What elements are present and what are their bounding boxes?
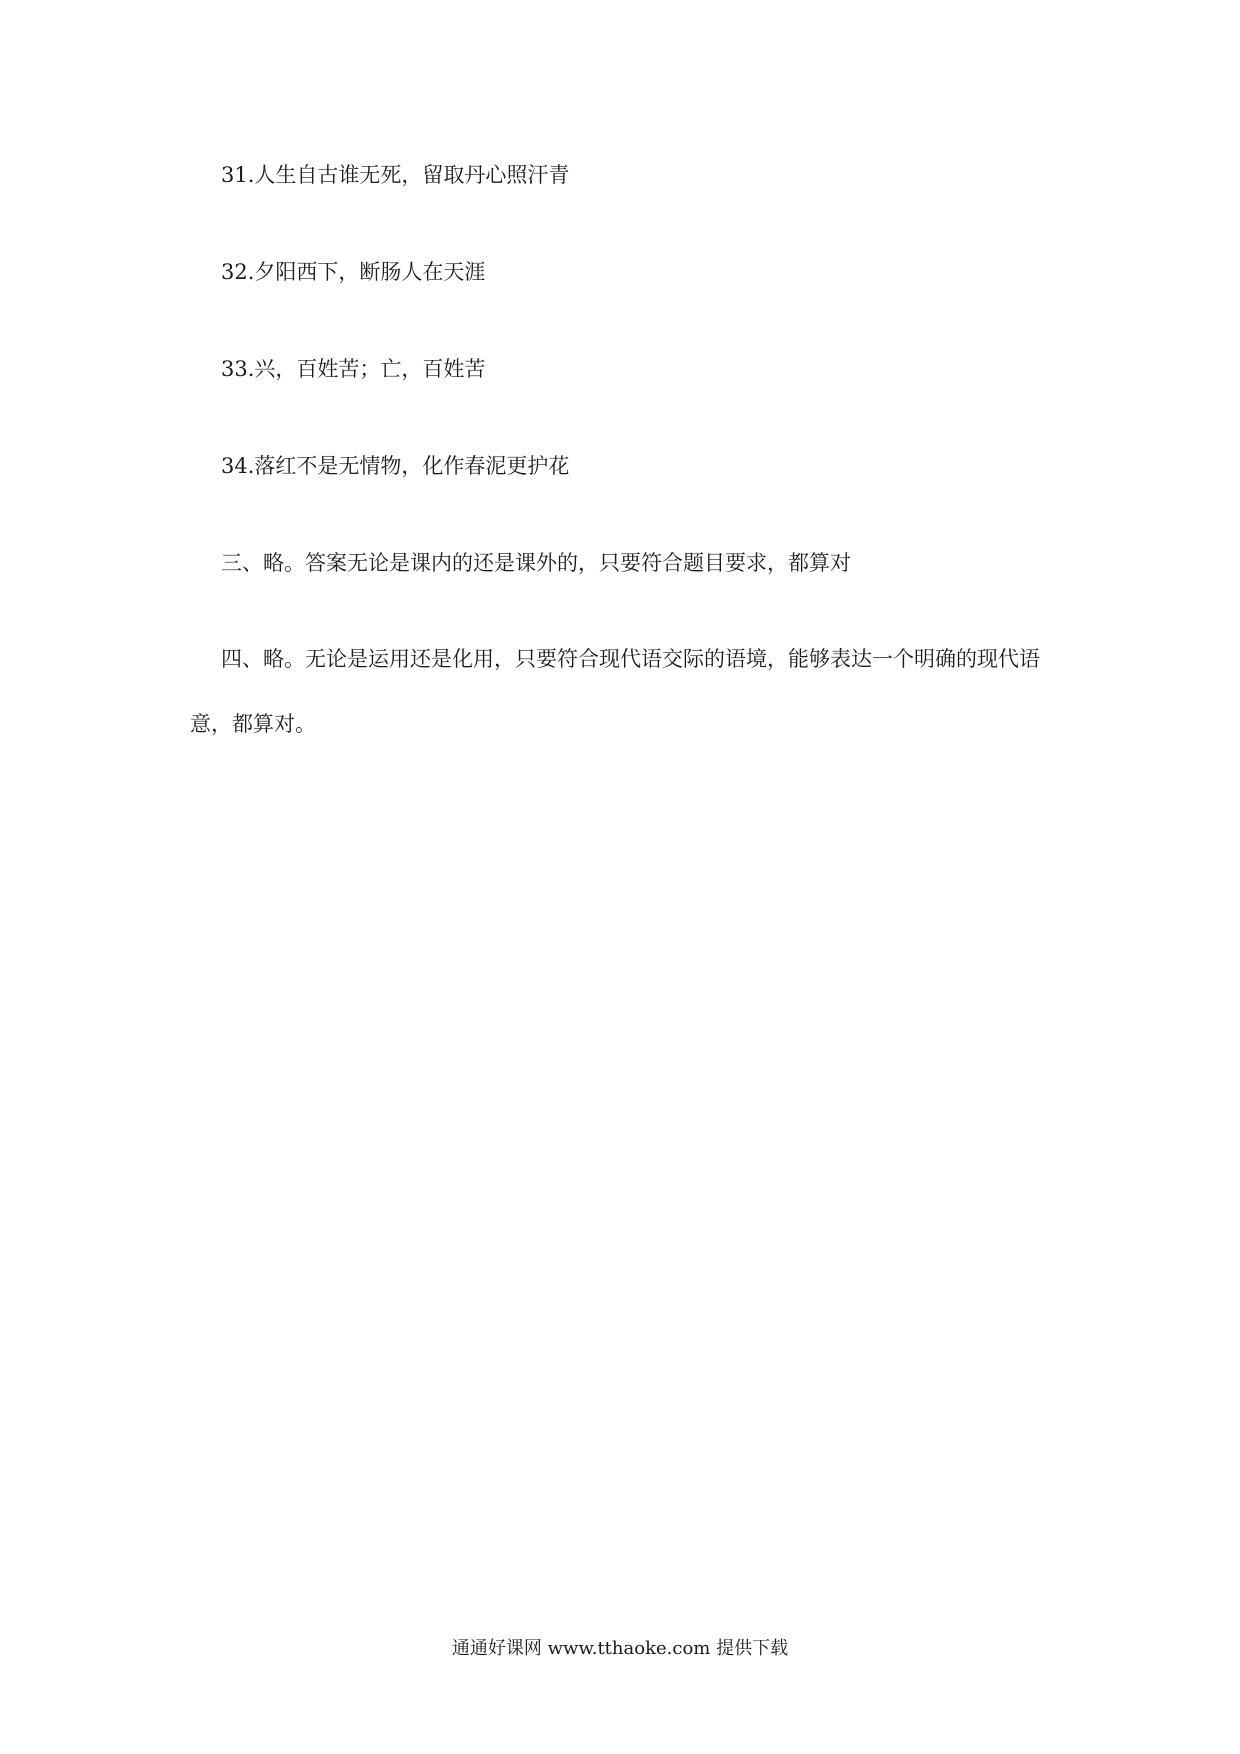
answer-31: 31.人生自古谁无死，留取丹心照汗青 bbox=[221, 163, 570, 187]
footer-download-note: 通通好课网 www.tthaoke.com 提供下载 bbox=[451, 1638, 789, 1659]
section-three-answer: 三、略。答案无论是课内的还是课外的，只要符合题目要求，都算对 bbox=[221, 551, 851, 575]
answer-32: 32.夕阳西下，断肠人在天涯 bbox=[221, 260, 486, 284]
answer-33: 33.兴，百姓苦；亡，百姓苦 bbox=[221, 357, 486, 381]
answer-34: 34.落红不是无情物，化作春泥更护花 bbox=[221, 454, 570, 478]
section-four-answer: 四、略。无论是运用还是化用，只要符合现代语交际的语境，能够表达一个明确的现代语意，都算对。 bbox=[190, 647, 1040, 736]
